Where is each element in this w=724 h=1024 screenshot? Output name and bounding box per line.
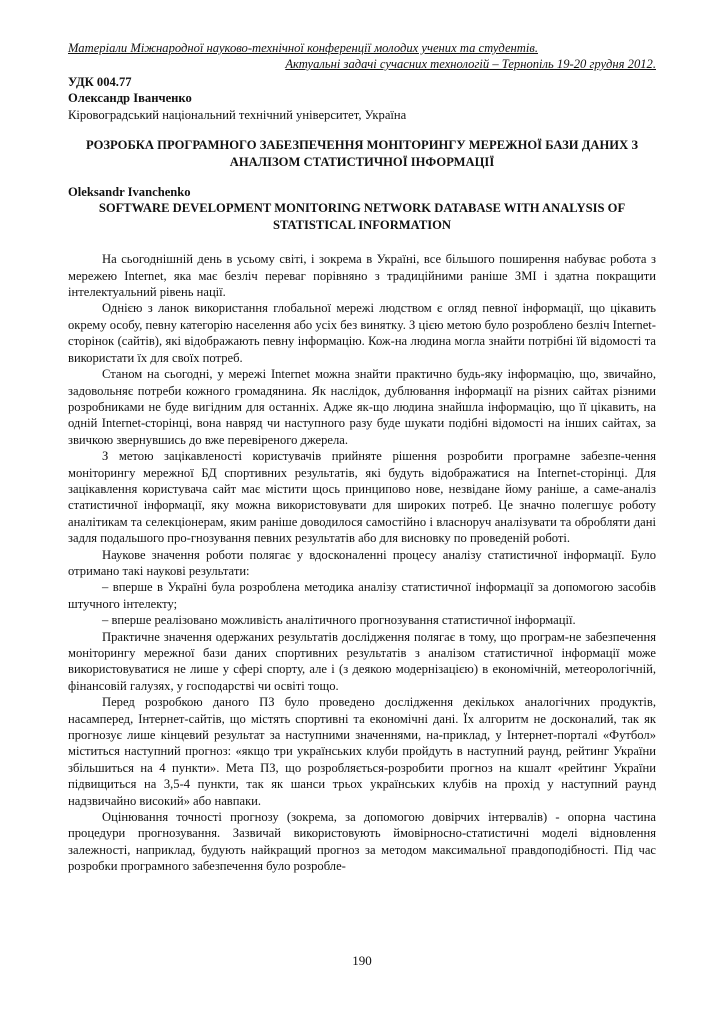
paragraph: Перед розробкою даного ПЗ було проведено дослідження декількох аналогічних продуктів, насамперед, Інтернет-сайтів, що містять спортивні та економічні дані. Їх алгоритм не досконалий, так як прогнозує лише кінцевий результат за наступними значеннями, на-приклад, у Інтернет-порталі «Футбол» міститься наступний прогноз: «якщо три українських клуби пройдуть в наступний раунд, рейтинг України збільшиться на 4 пункти». Мета ПЗ, що розробляється-розробити прогноз на кшалт «рейтинг України підвищиться на 3,5-4 пункти, так як шанси трьох українських клубів на прохід у наступний раунд надзвичайно високий» або навпаки.	[68, 695, 656, 808]
paragraph: Наукове значення роботи полягає у вдосконаленні процесу аналізу статистичної інформації. Було отримано такі наукові результати:	[68, 547, 656, 578]
article-body	[68, 251, 656, 874]
paragraph: Практичне значення одержаних результатів дослідження полягає в тому, що програм-не забезпечення моніторингу мережної бази даних спортивних результатів з аналізом статистичної інформації може використовуватися не лише у сфері спорту, але і (з деякою модернізацією) в економічній, метеорологічній, фінансовій галузях, у господарстві чи освіті тощо.	[68, 629, 656, 693]
udk-code: УДК 004.77	[68, 75, 132, 89]
author-ua: Олександр Іванченко	[68, 91, 192, 106]
affiliation: Кіровоградський національний технічний університет, Україна	[68, 107, 407, 122]
list-item: – вперше в Україні була розроблена методика аналізу статистичної інформації за допомогою засобів штучного інтелекту;	[68, 580, 656, 611]
paragraph: З метою зацікавленості користувачів прийняте рішення розробити програмне забезпе-чення моніторингу мережної БД спортивних результатів, які будуть відображатися на Internet-сторінці. Для зацікавлення користувача сайт має містити щось принципово нове, незвідане йому раніше, а саме-аналіз статистичної інформації, яку можна використовувати для широких потреб. Це значно полегшує роботу аналітикам та селекціонерам, яким раніше доводилося самостійно і власноруч аналізувати та обробляти дані задля подальшого про-гнозування певних результатів або для висновку по проведеній роботі.	[68, 449, 656, 546]
paragraph: Станом на сьогодні, у мережі Internet можна знайти практично будь-яку інформацію, що, звичайно, задовольняє потреби кожного громадянина. Як наслідок, дублювання інформації на різних сайтах різними розробниками не буде вигідним для останніх. Адже як-що людина знайшла інформацію, що її цікавить, на одній Internet-сторінці, вона навряд чи наступного разу буде шукати подібні відомості на інших сайтах, за звичкою звернувшись до вже перевіреного джерела.	[68, 367, 656, 447]
paragraph: Оцінювання точності прогнозу (зокрема, за допомогою довірчих інтервалів) - опорна частина процедури прогнозування. Зазвичай використовують ймовірносно-статистичні моделі відновлення залежності, наприклад, будують найкращий прогноз за методом максимальної правдоподібності. Під час розробки програмного забезпечення було розробле-	[68, 810, 656, 874]
conference-header-line1: Матеріали Міжнародної науково-технічної конференції молодих учених та студентів.	[68, 41, 539, 55]
page-number: 190	[352, 953, 372, 968]
paragraph: На сьогоднішній день в усьому світі, і зокрема в Україні, все більшого поширення набуває робота з мережею Internet, яка має безліч переваг порівняно з традиційними раніше ЗМІ і здатна покращити інтелектуальний рівень нації.	[68, 252, 656, 300]
author-en: Oleksandr Ivanchenko	[68, 185, 191, 200]
paper-page	[68, 40, 656, 875]
title-en: SOFTWARE DEVELOPMENT MONITORING NETWORK DATABASE WITH ANALYSIS OF STATISTICAL INFORMATION	[98, 201, 626, 232]
title-ua: РОЗРОБКА ПРОГРАМНОГО ЗАБЕЗПЕЧЕННЯ МОНІТОРИНГУ МЕРЕЖНОЇ БАЗИ ДАНИХ З АНАЛІЗОМ СТАТИСТИЧНОЇ ІНФОРМАЦІЇ	[86, 138, 638, 169]
paragraph: Однією з ланок використання глобальної мережі людством є огляд певної інформації, що цікавить окрему особу, певну категорію населення або усіх без виняткy. З цією метою було розроблено безліч Internet-сторінок (сайтів), які відображають певну інформацію. Кож-на людина могла знайти потрібні їй відомості та використати їх для своїх потреб.	[68, 301, 656, 365]
conference-header-line2: Актуальні задачі сучасних технологій – Тернопіль 19-20 грудня 2012.	[285, 57, 656, 71]
list-item: – вперше реалізовано можливість аналітичного прогнозування статистичної інформації.	[102, 613, 576, 628]
